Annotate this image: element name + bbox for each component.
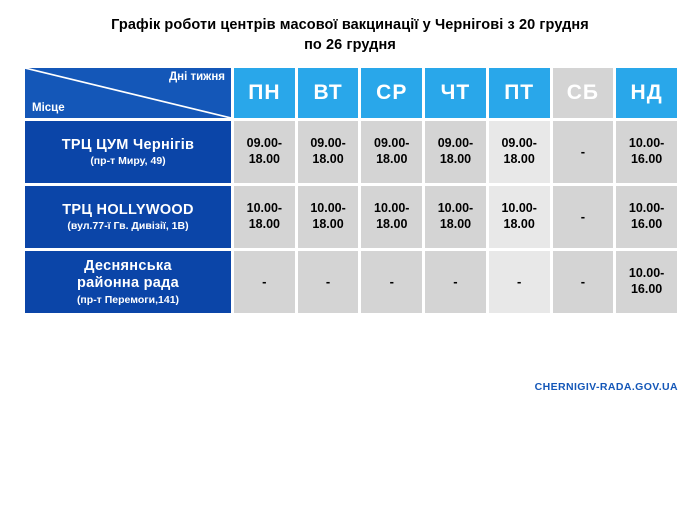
hours-cell-3-tue: [298, 251, 359, 313]
hours-open: 09.00-: [310, 136, 346, 151]
hours-cell-2-thu: [425, 186, 486, 248]
venue-address-1: (пр-т Миру, 49): [90, 155, 166, 168]
hours-cell-1-fri: [489, 121, 550, 183]
table-row: [25, 251, 677, 313]
hours-cell-1-mon: [234, 121, 295, 183]
hours-close: 16.00: [630, 282, 663, 296]
schedule-table: [22, 65, 680, 316]
hours-open: 10.00-: [310, 201, 346, 216]
hours-open: -: [389, 273, 394, 289]
hours-open: -: [580, 208, 586, 224]
hours-close: 16.00: [630, 152, 663, 166]
hours-open: 10.00-: [628, 136, 665, 151]
day-header-sun: НД: [616, 68, 677, 118]
venue-name-cell-1: [25, 121, 231, 183]
header-row: [25, 68, 677, 118]
corner-header-cell: [25, 68, 231, 118]
hours-cell-3-mon: [234, 251, 295, 313]
hours-cell-3-sat: [553, 251, 614, 313]
hours-close: 18.00: [439, 217, 472, 231]
hours-cell-1-thu: [425, 121, 486, 183]
hours-open: -: [325, 273, 331, 289]
day-header-mon: ПН: [234, 68, 295, 118]
hours-cell-2-mon: [234, 186, 295, 248]
hours-cell-1-sat: [553, 121, 614, 183]
table-head: [25, 68, 677, 118]
table-body: [25, 121, 677, 313]
hours-open: 10.00-: [374, 201, 410, 216]
hours-close: 18.00: [503, 152, 535, 166]
hours-cell-1-sun: [616, 121, 677, 183]
venue-title-2: ТРЦ HOLLYWOOD: [62, 201, 194, 218]
hours-open: 10.00-: [246, 201, 283, 216]
days-axis-label: Дні тижня: [168, 71, 225, 83]
hours-open: 09.00-: [501, 136, 537, 151]
day-header-fri: ПТ: [489, 68, 550, 118]
title-line-2: по 26 грудня: [304, 36, 396, 53]
hours-open: 10.00-: [437, 201, 474, 216]
source-credit: CHERNIGIV-RADA.GOV.UA: [534, 381, 678, 393]
table-row: [25, 121, 677, 183]
hours-cell-2-tue: [298, 186, 359, 248]
hours-cell-2-fri: [489, 186, 550, 248]
table-row: [25, 186, 677, 248]
hours-close: 18.00: [312, 217, 344, 231]
hours-cell-3-fri: [489, 251, 550, 313]
place-axis-label: Місце: [32, 102, 65, 114]
hours-open: -: [453, 273, 458, 289]
hours-open: 10.00-: [501, 201, 537, 216]
hours-cell-1-tue: [298, 121, 359, 183]
hours-open: 09.00-: [246, 136, 283, 151]
venue-title-1: ТРЦ ЦУМ Чернігів: [61, 136, 195, 153]
title-line-1: Графік роботи центрів масової вакцинації у Чернігові з 20 грудня: [111, 17, 589, 33]
page-title: [0, 0, 700, 55]
hours-open: 10.00-: [628, 266, 665, 281]
hours-close: 18.00: [503, 217, 535, 231]
hours-open: 09.00-: [374, 136, 410, 151]
venue-address-2: (вул.77-ї Гв. Дивізії, 1В): [67, 220, 189, 233]
schedule-table-wrapper: [22, 65, 680, 316]
hours-close: 18.00: [439, 152, 472, 166]
hours-close: 16.00: [630, 217, 663, 231]
hours-close: 18.00: [248, 217, 280, 231]
hours-cell-2-wed: [361, 186, 422, 248]
hours-cell-3-thu: [425, 251, 486, 313]
day-header-sat: СБ: [553, 68, 614, 118]
day-header-wed: СР: [361, 68, 422, 118]
venue-address-3: (пр-т Перемоги,141): [76, 294, 180, 307]
hours-cell-1-wed: [361, 121, 422, 183]
hours-open: 09.00-: [437, 136, 474, 151]
hours-close: 18.00: [376, 152, 408, 166]
hours-open: -: [580, 143, 586, 159]
hours-close: 18.00: [248, 152, 280, 166]
hours-cell-2-sat: [553, 186, 614, 248]
hours-open: -: [516, 273, 522, 289]
hours-close: 18.00: [312, 152, 344, 166]
venue-title-3: Деснянська: [84, 257, 172, 274]
hours-open: -: [580, 273, 586, 289]
hours-open: 10.00-: [628, 201, 665, 216]
venue-name-cell-2: [25, 186, 231, 248]
day-header-thu: ЧТ: [425, 68, 486, 118]
hours-cell-2-sun: [616, 186, 677, 248]
venue-title-3-line2: районна рада: [76, 274, 180, 291]
hours-close: 18.00: [376, 217, 408, 231]
hours-cell-3-sun: [616, 251, 677, 313]
hours-cell-3-wed: [361, 251, 422, 313]
venue-name-cell-3: [25, 251, 231, 313]
hours-open: -: [262, 273, 267, 289]
day-header-tue: ВТ: [298, 68, 359, 118]
